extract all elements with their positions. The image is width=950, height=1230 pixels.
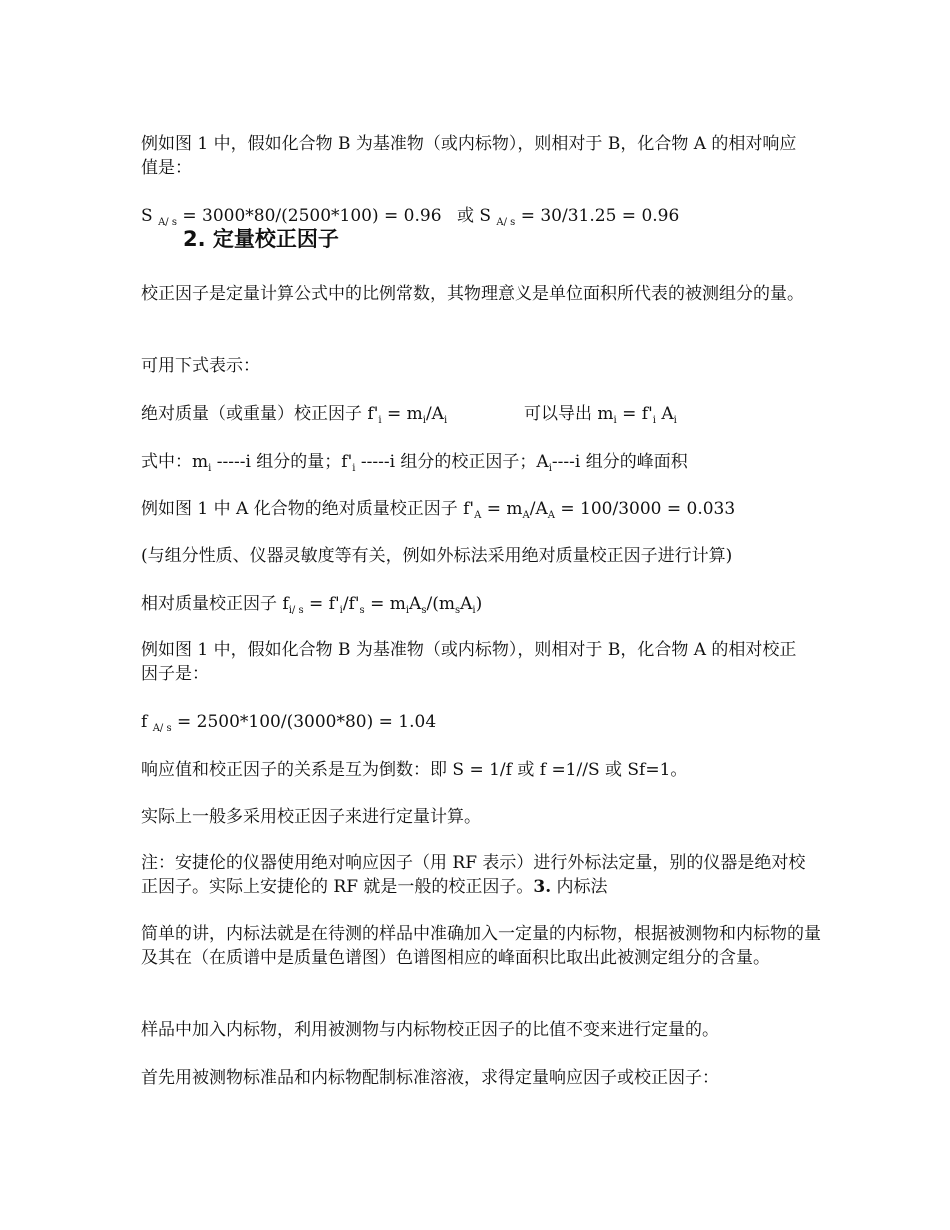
rel-part: = m <box>364 594 406 614</box>
formula-part: /A <box>425 404 444 424</box>
sub: s <box>454 605 461 616</box>
paragraph-relative-response-example: 例如图 1 中，假如化合物 B 为基准物（或内标物），则相对于 B，化合物 A 的相对响应值是： <box>141 134 797 178</box>
defs-part: -----i 组分的校正因子；A <box>355 452 549 472</box>
sub: s <box>421 605 427 616</box>
formula-part: = m <box>381 404 423 424</box>
sub: i <box>652 415 656 426</box>
sub: i <box>422 415 426 426</box>
section-heading-internal-standard: 内标法 <box>551 877 608 897</box>
equation-relative-factor <box>141 710 821 734</box>
equation-relative-response <box>141 204 821 228</box>
formula-derive: 可以导出 m <box>523 404 614 424</box>
formula-relative-calibration <box>141 592 821 616</box>
sub: i <box>548 463 552 474</box>
example-absolute-factor <box>141 497 821 521</box>
paragraph-practice: 实际上一般多采用校正因子来进行定量计算。 <box>141 807 481 827</box>
eq-or: 或 <box>456 206 474 226</box>
defs-part: ----i 组分的峰面积 <box>551 452 688 472</box>
sub: s <box>359 605 365 616</box>
sub: A/ s <box>152 723 172 734</box>
sub: i <box>613 415 617 426</box>
formula-lead: 绝对质量（或重量）校正因子 f' <box>141 404 379 424</box>
sub: i/ s <box>288 605 304 616</box>
rel-part: = f' <box>303 594 340 614</box>
section-number-internal-standard: 3. <box>533 877 552 897</box>
formula-part: = f' <box>616 404 653 424</box>
formula-part: A <box>655 404 674 424</box>
sub: i <box>378 415 382 426</box>
paragraph-formula-intro: 可用下式表示： <box>141 356 260 376</box>
example-lead: 例如图 1 中 A 化合物的绝对质量校正因子 f' <box>141 499 475 519</box>
eq-subscript: A/ s <box>158 217 177 228</box>
sub: i <box>472 605 476 616</box>
sub: A <box>522 510 530 521</box>
sub: A <box>474 510 482 521</box>
paragraph-reciprocal-relation: 响应值和校正因子的关系是互为倒数：即 S = 1/f 或 f =1//S 或 Sf=1。 <box>141 760 688 780</box>
paragraph-agilent-note <box>141 851 821 899</box>
example-part: = m <box>481 499 523 519</box>
eq-symbol: f <box>141 712 148 732</box>
rel-part: /f' <box>342 594 360 614</box>
sub: i <box>673 415 677 426</box>
rel-lead: 相对质量校正因子 f <box>141 594 289 614</box>
example-part: /A <box>529 499 548 519</box>
rel-part: ) <box>475 594 483 614</box>
paragraph-calibration-definition: 校正因子是定量计算公式中的比例常数，其物理意义是单位面积所代表的被测组分的量。 <box>141 284 804 304</box>
eq-value-2: = 30/31.25 = 0.96 <box>515 206 680 226</box>
paragraph-internal-standard-3: 首先用被测物标准品和内标物配制标准溶液，求得定量响应因子或校正因子： <box>141 1068 719 1088</box>
section-heading-calibration-factor: 2. 定量校正因子 <box>183 227 339 251</box>
eq-symbol-2: S <box>479 206 491 226</box>
paragraph-internal-standard-2: 样品中加入内标物，利用被测物与内标物校正因子的比值不变来进行定量的。 <box>141 1020 719 1040</box>
sub: A <box>547 510 555 521</box>
defs-lead: 式中：m <box>141 452 209 472</box>
sub: i <box>352 463 356 474</box>
formula-definitions <box>141 450 821 474</box>
paragraph-internal-standard: 简单的讲，内标法就是在待测的样品中准确加入一定量的内标物，根据被测物和内标物的量及其在（在质谱中是质量色谱图）色谱图相应的峰面积比取出此被测定组分的含量。 <box>141 924 821 968</box>
eq-subscript-2: A/ s <box>496 217 516 228</box>
formula-absolute-calibration <box>141 402 821 426</box>
agilent-note-text: 注：安捷伦的仪器使用绝对响应因子（用 RF 表示）进行外标法定量，别的仪器是绝对校正因子。实际上安捷伦的 RF 就是一般的校正因子。 <box>141 853 806 897</box>
defs-part: -----i 组分的量；f' <box>211 452 353 472</box>
rel-part: A <box>460 594 473 614</box>
eq-value: = 2500*100/(3000*80) = 1.04 <box>171 712 437 732</box>
sub: i <box>443 415 448 426</box>
sub: i <box>208 463 212 474</box>
note-absolute-factor: (与组分性质、仪器灵敏度等有关，例如外标法采用绝对质量校正因子进行计算) <box>141 546 733 566</box>
rel-part: /(m <box>426 594 455 614</box>
example-part: = 100/3000 = 0.033 <box>554 499 736 519</box>
eq-symbol: S <box>141 206 153 226</box>
paragraph-relative-factor-example: 例如图 1 中，假如化合物 B 为基准物（或内标物），则相对于 B，化合物 A 的相对校正因子是： <box>141 640 797 684</box>
sub: i <box>339 605 343 616</box>
sub: i <box>405 605 410 616</box>
rel-part: A <box>409 594 422 614</box>
eq-value: = 3000*80/(2500*100) = 0.96 <box>176 206 442 226</box>
